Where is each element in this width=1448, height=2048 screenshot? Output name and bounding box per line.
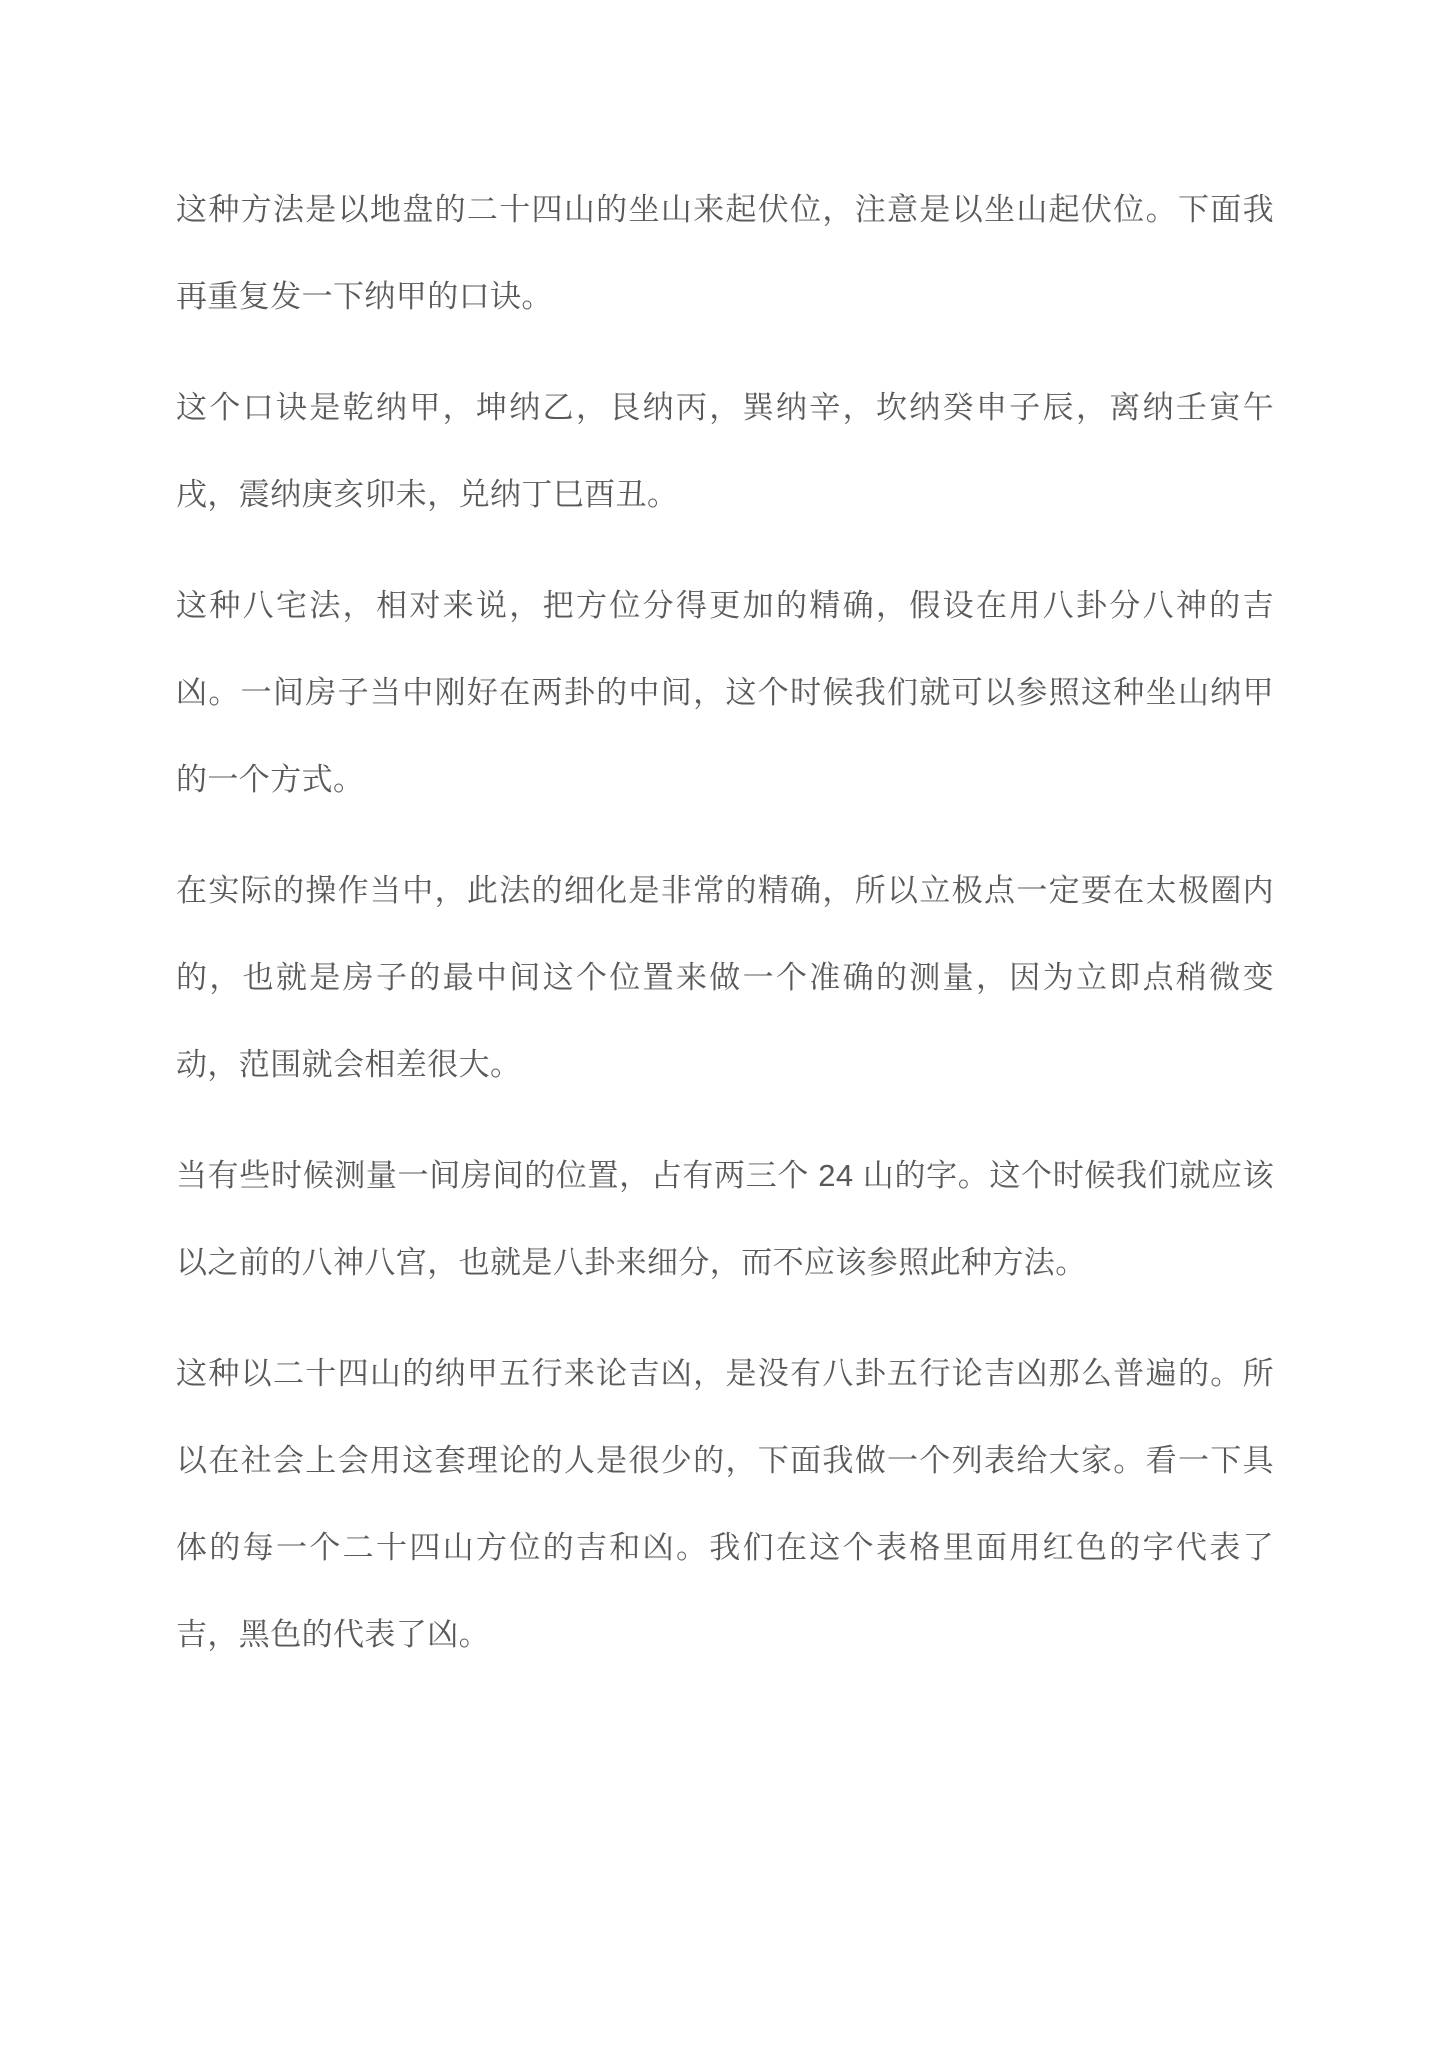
paragraph: 这种八宅法，相对来说，把方位分得更加的精确，假设在用八卦分八神的吉凶。一间房子当中刚好在两卦的中间，这个时候我们就可以参照这种坐山纳甲的一个方式。: [176, 588, 1274, 797]
paragraph: 这种方法是以地盘的二十四山的坐山来起伏位，注意是以坐山起伏位。下面我再重复发一下纳甲的口诀。: [176, 192, 1274, 314]
paragraph: 这种以二十四山的纳甲五行来论吉凶，是没有八卦五行论吉凶那么普遍的。所以在社会上会用这套理论的人是很少的，下面我做一个列表给大家。看一下具体的每一个二十四山方位的吉和凶。我们在这个表格里面用红色的字代表了吉，黑色的代表了凶。: [176, 1356, 1274, 1652]
document-body: [176, 166, 1274, 1678]
paragraph: 在实际的操作当中，此法的细化是非常的精确，所以立极点一定要在太极圈内的，也就是房子的最中间这个位置来做一个准确的测量，因为立即点稍微变动，范围就会相差很大。: [176, 873, 1274, 1082]
paragraph: 当有些时候测量一间房间的位置，占有两三个 24 山的字。这个时候我们就应该以之前的八神八宫，也就是八卦来细分，而不应该参照此种方法。: [176, 1158, 1274, 1280]
paragraph: 这个口诀是乾纳甲，坤纳乙，艮纳丙，巽纳辛，坎纳癸申子辰，离纳壬寅午戌，震纳庚亥卯未，兑纳丁巳酉丑。: [176, 390, 1274, 512]
